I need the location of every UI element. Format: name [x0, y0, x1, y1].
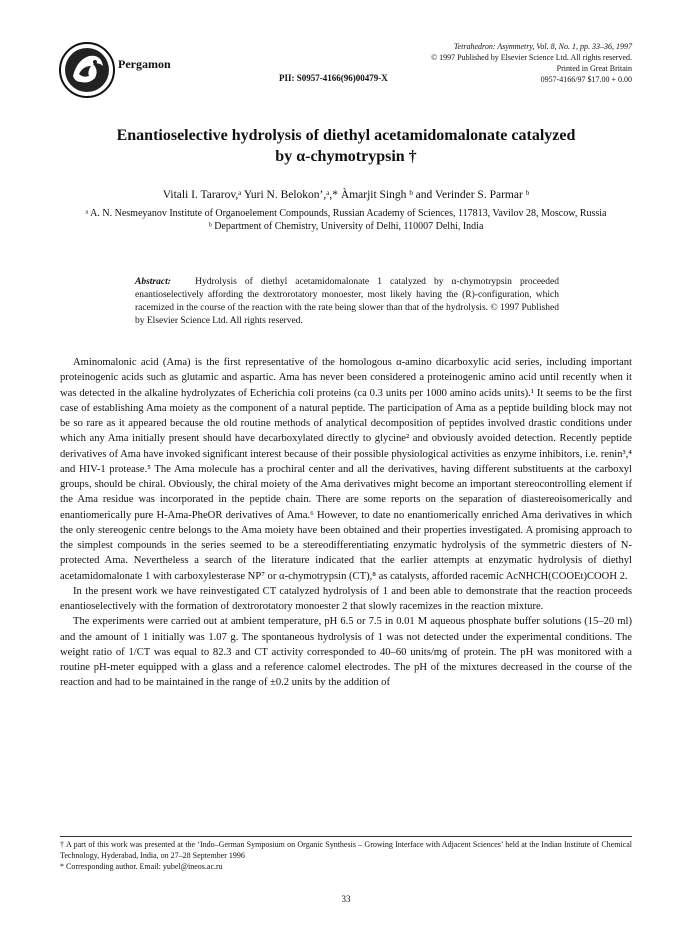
- affiliation-b: ᵇ Department of Chemistry, University of Delhi, 110007 Delhi, India: [208, 221, 484, 232]
- affiliation-a: ᵃ A. N. Nesmeyanov Institute of Organoelement Compounds, Russian Academy of Sciences, 117813, Vavilov 28, Moscow, Russia: [85, 208, 607, 219]
- pii-identifier: PII: S0957-4166(96)00479-X: [279, 73, 388, 83]
- title-line-1: Enantioselective hydrolysis of diethyl acetamidomalonate catalyzed: [116, 127, 576, 144]
- paper-title: [60, 125, 632, 167]
- issn-price-line: 0957-4166/97 $17.00 + 0.00: [540, 75, 632, 84]
- paragraph-1: Aminomalonic acid (Ama) is the first representative of the homologous α-amino dicarboxylic acid series, including important proteinogenic acids such as glutamic and aspartic. Ama has never been considered a proteinogenic amino acid until recently when it was detected in the alkaline hydrolyzates of Echerichia coli proteins (ca 0.3 units per 1000 amino acids units).¹ It seems to be the first case of establishing Ama moiety as the component of a natural peptide. The participation of Ama as a peptide building block may not be so rare as it appeared because the old routine methods of analytical decomposition of peptides involved drastic conditions under which any Ama initially present should have decarboxylated directly to glycine² and obviously avoided detection. Recently peptide derivatives of Ama have invoked significant interest because of their possible physiological activities as enzyme inhibitors, i.e. renin³,⁴ and HIV-1 protease.⁵ The Ama molecule has a prochiral center and all the derivatives, having different substituents at the carboxyl groups, should be chiral. Obviously, the chiral moiety of the Ama derivatives might become an important stereocontrolling element if the Ama residue was incorporated in the peptide chain. There are some reports on the separation of diastereoisomerically and enantiomerically pure H-Ama-PheOR derivatives of Ama.⁶ However, to date no enantiomerically enriched Ama derivatives in which the only stereogenic centre belongs to the Ama moiety have been obtained and their properties investigated. A promising approach to the simplest compounds in the series seemed to be a stereodifferentiating enzymatic hydrolysis of the symmetric diesters of N-protected Ama. Nevertheless a search of the literature indicated that the earlier attempts at enzymatic hydrolysis of diethyl acetamidomalonate 1 with carboxylesterase NP⁷ or α-chymotrypsin (CT),⁸ as catalysts, afforded racemic AcNHCH(COOEt)COOH 2.: [60, 357, 632, 582]
- footnote-divider: [60, 836, 632, 837]
- abstract-text: Hydrolysis of diethyl acetamidomalonate 1 catalyzed by α-chymotrypsin proceeded enantioselectively affording the dextrorotatory monoester, most likely having the (R)-configuration, which racemized in the course of the reaction with the rate being slower than that of the hydrolysis. © 1997 Published by Elsevier Science Ltd. All rights reserved.: [135, 277, 559, 326]
- affiliations: [60, 207, 632, 233]
- footnote-corresponding: * Corresponding author. Email: yubel@ineos.ac.ru: [60, 862, 223, 871]
- printed-line: Printed in Great Britain: [556, 64, 632, 73]
- paragraph-2: In the present work we have reinvestigated CT catalyzed hydrolysis of 1 and been able to demonstrate that the reaction proceeds enantioselectively with the formation of dextrorotatory monoester 2 that slowly racemizes in the reaction mixture.: [60, 585, 632, 612]
- journal-citation: Tetrahedron: Asymmetry, Vol. 8, No. 1, pp. 33–36, 1997: [453, 42, 632, 51]
- pergamon-logo-icon: [59, 42, 115, 98]
- title-line-2: by α-chymotrypsin †: [275, 148, 417, 165]
- publisher-name: Pergamon: [118, 57, 171, 71]
- copyright-line: © 1997 Published by Elsevier Science Ltd. All rights reserved.: [431, 53, 632, 62]
- footnotes: [60, 839, 632, 872]
- page-number: 33: [341, 894, 351, 904]
- abstract-label: Abstract:: [135, 277, 171, 287]
- journal-info: [431, 41, 632, 85]
- footnote-dagger: † A part of this work was presented at the ‘Indo–German Symposium on Organic Synthesis – Growing Interface with Adjacent Sciences’ held at the Indian Institute of Chemical Technology, Hyderabad, India, on 27–28 September 1996: [60, 840, 632, 860]
- authors-line: Vitali I. Tararov,ᵃ Yuri N. Belokon’,ᵃ,* Àmarjit Singh ᵇ and Verinder S. Parmar ᵇ: [162, 189, 530, 201]
- abstract: [135, 276, 559, 328]
- paragraph-3: The experiments were carried out at ambient temperature, pH 6.5 or 7.5 in 0.01 M aqueous phosphate buffer solutions (15–20 ml) and the amount of 1 initially was 1.07 g. The spontaneous hydrolysis of 1 was not detected under the experimental conditions. The weight ratio of 1/CT was equal to 82.3 and CT activity corresponded to 40–60 units/mg of protein. The pH was monitored with a routine pH-meter equipped with a glass and a reference calomel electrodes. The pH of the mixtures decreased in the course of the reaction and had to be maintained in the range of ±0.2 units by the addition of: [60, 616, 632, 689]
- body-text: [60, 355, 632, 691]
